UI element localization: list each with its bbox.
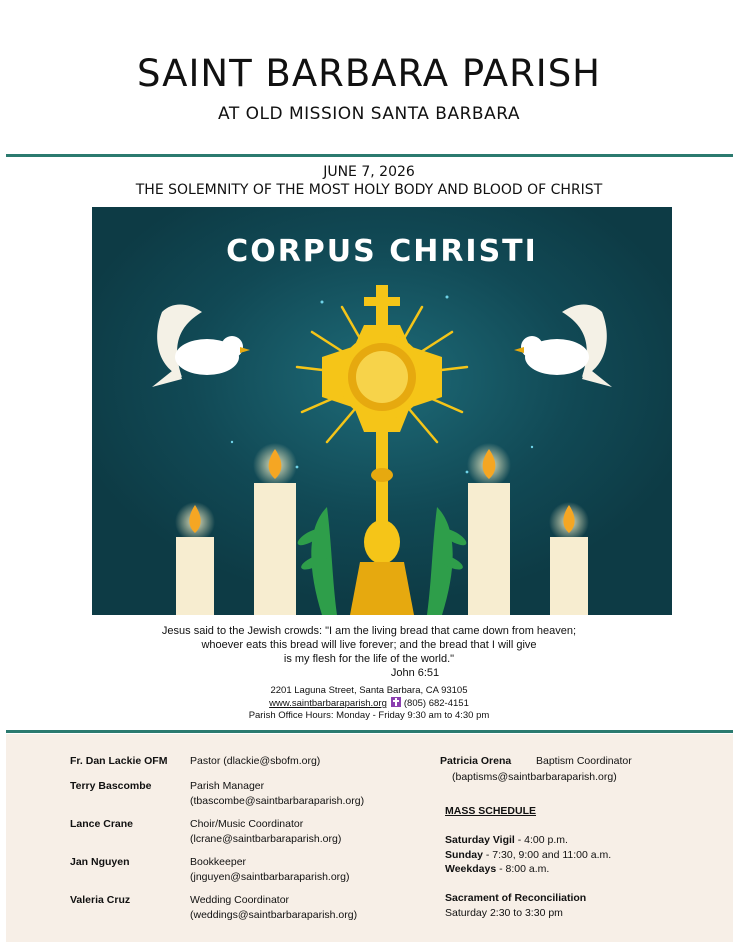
address: 2201 Laguna Street, Santa Barbara, CA 93105 bbox=[270, 685, 468, 696]
staff-name: Jan Nguyen bbox=[70, 856, 130, 868]
office-hours: Parish Office Hours: Monday - Friday 9:30 am to 4:30 pm bbox=[248, 710, 490, 721]
staff-role: Bookkeeper bbox=[190, 856, 247, 868]
reconciliation-heading: Sacrament of Reconciliation bbox=[445, 892, 587, 904]
bulletin-date: JUNE 7, 2026 bbox=[323, 164, 415, 180]
staff-email: (tbascombe@saintbarbaraparish.org) bbox=[190, 795, 365, 807]
quote-line: is my flesh for the life of the world." bbox=[283, 653, 455, 665]
mass-time bbox=[445, 863, 549, 875]
feast-title: THE SOLEMNITY OF THE MOST HOLY BODY AND BLOOD OF CHRIST bbox=[135, 182, 603, 198]
phone-number: (805) 682-4151 bbox=[403, 698, 469, 709]
reconciliation-time: Saturday 2:30 to 3:30 pm bbox=[445, 907, 563, 919]
staff-email: (jnguyen@saintbarbaraparish.org) bbox=[190, 871, 350, 883]
cross-icon bbox=[391, 697, 401, 707]
staff-panel bbox=[6, 734, 733, 942]
mass-hours: - 7:30, 9:00 and 11:00 a.m. bbox=[482, 849, 612, 861]
staff-email: (weddings@saintbarbaraparish.org) bbox=[190, 909, 358, 921]
scripture-reference: John 6:51 bbox=[390, 667, 440, 679]
website-link[interactable]: www.saintbarbaraparish.org bbox=[269, 698, 387, 709]
top-divider bbox=[6, 154, 733, 157]
banner-title: CORPUS CHRISTI bbox=[226, 234, 538, 269]
mass-hours: - 8:00 a.m. bbox=[496, 863, 550, 875]
staff-name: Valeria Cruz bbox=[70, 894, 131, 906]
mass-day: Sunday bbox=[445, 849, 483, 861]
staff-name: Lance Crane bbox=[70, 818, 134, 830]
mass-time bbox=[445, 849, 611, 861]
parish-title: SAINT BARBARA PARISH bbox=[137, 52, 601, 95]
staff-name: Fr. Dan Lackie OFM bbox=[70, 755, 168, 767]
web-phone-line bbox=[0, 697, 738, 710]
bottom-divider bbox=[6, 730, 733, 733]
quote-line: whoever eats this bread will live forever; and the bread that I will give bbox=[201, 639, 537, 651]
staff-email: (baptisms@saintbarbaraparish.org) bbox=[452, 771, 617, 783]
staff-role: Pastor (dlackie@sbofm.org) bbox=[190, 755, 321, 767]
staff-name: Terry Bascombe bbox=[70, 780, 152, 792]
mass-time bbox=[445, 834, 568, 846]
staff-role: Choir/Music Coordinator bbox=[190, 818, 304, 830]
mass-schedule-heading: MASS SCHEDULE bbox=[445, 805, 537, 817]
contact-block bbox=[0, 685, 738, 722]
staff-role: Parish Manager bbox=[190, 780, 265, 792]
mass-day: Saturday Vigil bbox=[445, 834, 515, 846]
parish-subtitle: AT OLD MISSION SANTA BARBARA bbox=[218, 104, 520, 124]
mass-hours: - 4:00 p.m. bbox=[514, 834, 568, 846]
staff-email: (lcrane@saintbarbaraparish.org) bbox=[190, 833, 342, 845]
staff-role: Wedding Coordinator bbox=[190, 894, 290, 906]
mass-day: Weekdays bbox=[445, 863, 497, 875]
scripture-quote bbox=[0, 624, 738, 680]
quote-line: Jesus said to the Jewish crowds: "I am the living bread that came down from heaven; bbox=[161, 625, 577, 637]
corpus-christi-banner bbox=[92, 207, 672, 615]
staff-role: Baptism Coordinator bbox=[536, 755, 632, 767]
staff-name: Patricia Orena bbox=[440, 755, 512, 767]
